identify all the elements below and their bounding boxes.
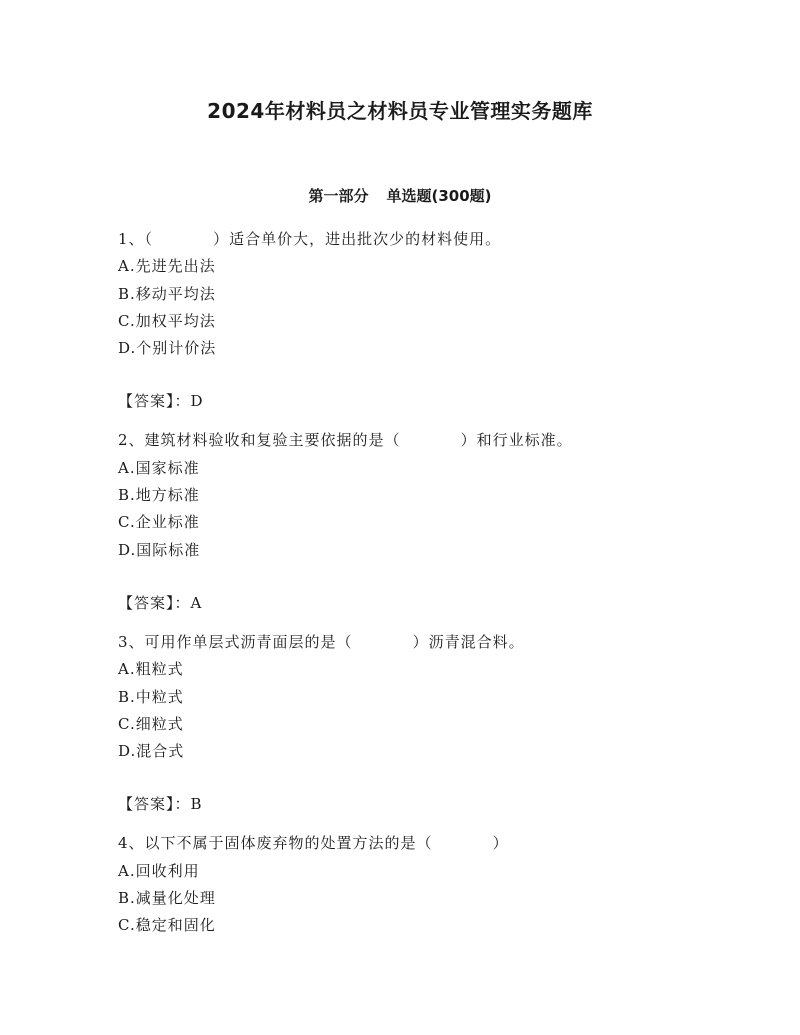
- option-b: B.减量化处理: [118, 889, 216, 908]
- answer-value: A: [190, 593, 203, 612]
- option-a: A.国家标准: [118, 458, 200, 477]
- question-number: 1、: [118, 230, 145, 248]
- question-list: [118, 226, 758, 940]
- answer-line: [118, 791, 758, 818]
- question-stem: [118, 629, 758, 656]
- section-heading: [0, 185, 800, 206]
- answer-line: [118, 590, 758, 617]
- option-d: D.国际标准: [118, 540, 201, 559]
- answer-line: [118, 388, 758, 415]
- question-stem-after: ）和行业标准。: [460, 431, 573, 450]
- answer-value: B: [190, 795, 203, 814]
- question-3: [118, 629, 758, 818]
- option-b: B.中粒式: [118, 687, 184, 706]
- question-stem-after: ）沥青混合料。: [412, 632, 525, 651]
- answer-label: 【答案】：: [118, 795, 191, 814]
- option-c: C.细粒式: [118, 714, 184, 733]
- question-number: 3、: [118, 632, 145, 651]
- option-a: A.回收利用: [118, 861, 200, 880]
- question-number: 2、: [118, 431, 145, 450]
- answer-value: D: [190, 392, 204, 411]
- question-stem: [118, 226, 758, 253]
- option-a: A.先进先出法: [118, 257, 216, 276]
- question-stem-after: ）: [492, 834, 509, 853]
- question-stem-after: ）适合单价大，进出批次少的材料使用。: [213, 230, 502, 248]
- option-d: D.个别计价法: [118, 339, 217, 358]
- document-title: 2024年材料员之材料员专业管理实务题库: [207, 99, 593, 123]
- question-number: 4、: [118, 834, 145, 853]
- option-d: D.混合式: [118, 742, 185, 761]
- answer-label: 【答案】：: [118, 392, 191, 411]
- question-1: [118, 226, 758, 415]
- question-stem: [118, 830, 758, 857]
- section-part: 第一部分: [308, 187, 369, 205]
- option-b: B.移动平均法: [118, 284, 216, 303]
- question-4: [118, 830, 758, 939]
- answer-label: 【答案】：: [118, 593, 191, 612]
- section-type: 单选题(300题): [386, 187, 492, 205]
- option-b: B.地方标准: [118, 486, 200, 505]
- question-stem: [118, 427, 758, 454]
- question-2: [118, 427, 758, 616]
- question-stem-before: （: [144, 230, 154, 248]
- question-stem-before: 可用作单层式沥青面层的是（: [144, 632, 353, 651]
- option-a: A.粗粒式: [118, 660, 184, 679]
- question-stem-before: 以下不属于固体废弃物的处置方法的是（: [144, 834, 433, 853]
- option-c: C.加权平均法: [118, 311, 216, 330]
- option-c: C.稳定和固化: [118, 916, 216, 935]
- question-stem-before: 建筑材料验收和复验主要依据的是（: [144, 431, 401, 450]
- option-c: C.企业标准: [118, 513, 200, 532]
